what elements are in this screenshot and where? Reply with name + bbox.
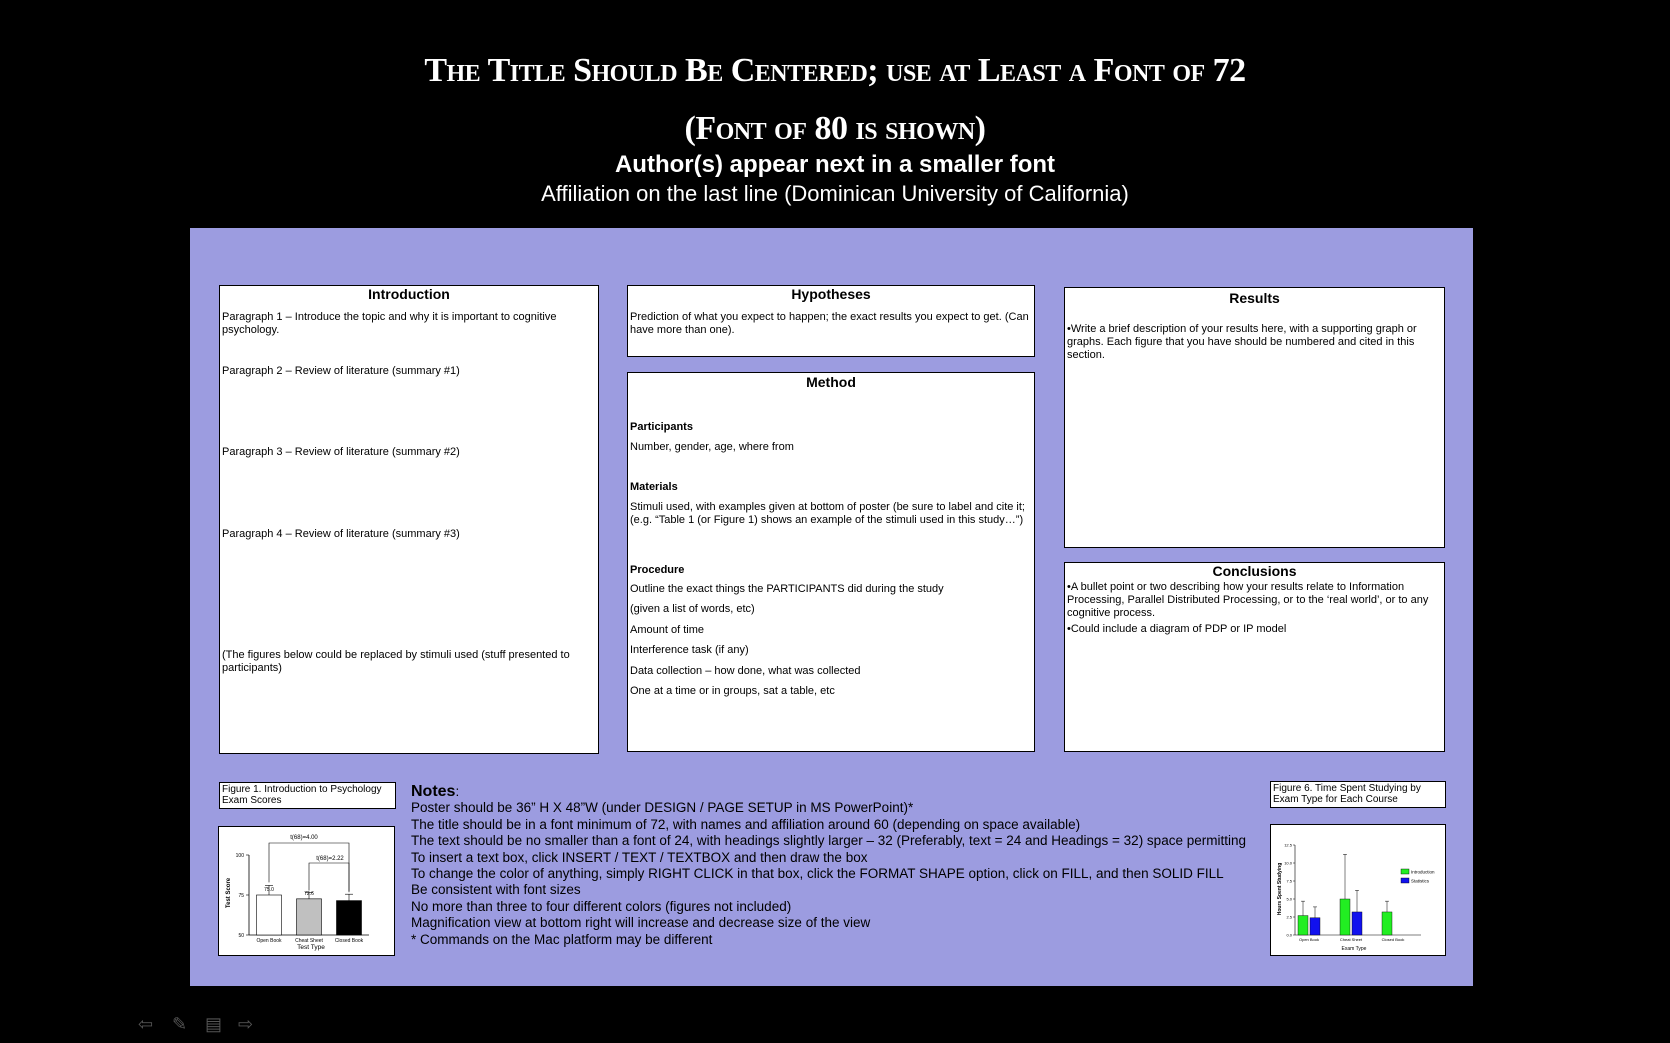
fig6-y-tick-label: 12.5 [1284, 842, 1292, 848]
notes-line: Be consistent with font sizes [411, 882, 581, 898]
intro-paragraph-3: Paragraph 3 – Review of literature (summary #2) [222, 446, 460, 458]
notes-line: The title should be in a font minimum of 72, with names and affiliation around 60 (depending on space available) [411, 816, 1081, 832]
fig6-legend-label: Introduction [1411, 869, 1435, 875]
figure6-caption: Figure 6. Time Spent Studying by Exam Type for Each Course [1270, 781, 1446, 808]
hypotheses-box[interactable] [627, 285, 1035, 357]
fig1-bar [337, 901, 362, 935]
conclusions-bullet-1: •A bullet point or two describing how your results relate to Information Processing, Parallel Distributed Processing, or to the ‘real world’, or to any cognitive process. [1067, 581, 1429, 619]
forward-arrow-icon[interactable]: ⇨ [238, 1014, 254, 1034]
notes-colon: : [455, 784, 460, 799]
fig6-ylabel: Hours Spent Studying [1277, 862, 1283, 916]
fig1-category-label: Closed Book [334, 938, 364, 944]
fig6-bar [1340, 899, 1350, 935]
fig6-category-label: Open Book [1298, 937, 1320, 942]
method-heading: Method [806, 374, 856, 390]
materials-heading: Materials [630, 481, 678, 493]
procedure-item: Outline the exact things the PARTICIPANTS did during the study [630, 583, 944, 595]
fig6-y-tick-label: 5.0 [1286, 896, 1292, 902]
notes-line: Magnification view at bottom right will increase and decrease size of the view [411, 915, 871, 931]
poster-title-line1: The Title Should Be Centered; use at Least a Font of 72 [424, 52, 1246, 89]
participants-heading: Participants [630, 421, 693, 433]
results-heading: Results [1229, 290, 1280, 306]
poster-authors: Author(s) appear next in a smaller font [614, 151, 1056, 178]
menu-icon[interactable]: ▤ [205, 1014, 223, 1034]
hypotheses-text: Prediction of what you expect to happen; the exact results you expect to get. (Can have more than one). [630, 311, 1029, 336]
fig6-y-tick-label: 2.5 [1286, 914, 1292, 920]
fig6-y-tick-label: 10.0 [1284, 860, 1292, 866]
conclusions-heading: Conclusions [1212, 563, 1297, 579]
procedure-item: One at a time or in groups, sat a table, etc [630, 685, 835, 697]
procedure-heading: Procedure [630, 564, 685, 576]
fig6-category-label: Cheat Sheet [1339, 937, 1363, 942]
poster-background [190, 228, 1473, 986]
fig6-legend-swatch [1401, 878, 1409, 883]
notes-line: The text should be no smaller than a font of 24, with headings slightly larger – 32 (Preferably, text = 24 and Headings = 32) space permitting [411, 833, 1246, 849]
procedure-item: (given a list of words, etc) [630, 603, 755, 615]
results-text: •Write a brief description of your results here, with a supporting graph or graphs. Each figure that you have should be numbered and cited in this section. [1067, 323, 1417, 361]
hypotheses-heading: Hypotheses [791, 286, 871, 302]
figure1-caption: Figure 1. Introduction to Psychology Exam Scores [219, 782, 396, 809]
notes-line: To insert a text box, click INSERT / TEXT / TEXTBOX and then draw the box [411, 849, 868, 865]
notes-line: * Commands on the Mac platform may be different [411, 931, 713, 947]
fig1-xlabel: Test Type [297, 944, 325, 951]
fig1-value-label: 75.0 [264, 887, 274, 893]
fig1-y-tick-label: 50 [238, 933, 244, 939]
procedure-item: Data collection – how done, what was collected [630, 665, 861, 677]
materials-text: Stimuli used, with examples given at bottom of poster (be sure to label and cite it; (e.g. “Table 1 (or Figure 1) shows an example of the stimuli used in this study…”) [630, 501, 1025, 526]
figure6-chart [1271, 825, 1445, 955]
method-box[interactable] [627, 372, 1035, 752]
poster-title-line2: (Font of 80 is shown) [684, 110, 986, 147]
notes-line: To change the color of anything, simply RIGHT CLICK in that box, click the FORMAT SHAPE option, click on FILL, and then SOLID FILL [411, 866, 1224, 882]
results-box[interactable] [1064, 287, 1445, 548]
introduction-heading: Introduction [368, 286, 450, 302]
fig6-bar [1382, 912, 1392, 935]
poster-affiliation: Affiliation on the last line (Dominican University of California) [541, 181, 1129, 206]
fig6-xlabel: Exam Type [1341, 946, 1367, 952]
fig1-y-tick-label: 100 [235, 853, 244, 859]
conclusions-box[interactable] [1064, 562, 1445, 752]
fig6-legend-label: Statistics [1411, 878, 1430, 884]
fig6-bar [1310, 918, 1320, 935]
fig6-category-label: Closed Book [1381, 937, 1405, 942]
fig6-y-tick-label: 7.5 [1286, 878, 1292, 884]
intro-paragraph-2: Paragraph 2 – Review of literature (summary #1) [222, 365, 460, 377]
back-arrow-icon[interactable]: ⇦ [138, 1014, 154, 1034]
intro-paragraph-4: Paragraph 4 – Review of literature (summary #3) [222, 528, 460, 540]
intro-paragraph-1: Paragraph 1 – Introduce the topic and why it is important to cognitive psychology. [222, 311, 557, 336]
fig6-bar [1298, 916, 1308, 935]
notes-block [411, 784, 1251, 948]
fig6-bar [1352, 912, 1362, 935]
introduction-box[interactable] [219, 285, 599, 754]
fig1-category-label: Open Book [256, 938, 282, 944]
fig1-y-tick-label: 75 [238, 893, 244, 899]
fig6-y-tick-label: 0.0 [1286, 932, 1292, 938]
procedure-item: Interference task (if any) [630, 644, 749, 656]
fig1-value-label: 72.6 [304, 890, 314, 897]
conclusions-bullet-2: •Could include a diagram of PDP or IP model [1067, 623, 1287, 635]
figure1-chart-box [218, 826, 395, 956]
fig1-bar [297, 899, 322, 935]
fig6-legend-swatch [1401, 869, 1409, 874]
participants-text: Number, gender, age, where from [630, 441, 794, 453]
notes-heading: Notes [411, 783, 456, 800]
intro-paragraph-5: (The figures below could be replaced by stimuli used (stuff presented to participants) [222, 649, 570, 674]
figure1-chart [219, 827, 394, 955]
figure6-chart-box [1270, 824, 1446, 956]
procedure-item: Amount of time [630, 624, 704, 636]
fig1-annotation: t(68)=4.00 [290, 835, 318, 841]
notes-line: Poster should be 36” H X 48”W (under DESIGN / PAGE SETUP in MS PowerPoint)* [411, 800, 914, 816]
fig1-significance-bracket [309, 863, 349, 892]
pen-icon[interactable]: ✎ [172, 1014, 188, 1034]
notes-line: No more than three to four different colors (figures not included) [411, 898, 792, 914]
fig1-bar [257, 895, 282, 935]
fig1-ylabel: Test Score [226, 877, 232, 909]
fig1-category-label: Cheat Sheet [295, 938, 323, 944]
fig1-annotation: t(68)=2.22 [316, 856, 344, 862]
